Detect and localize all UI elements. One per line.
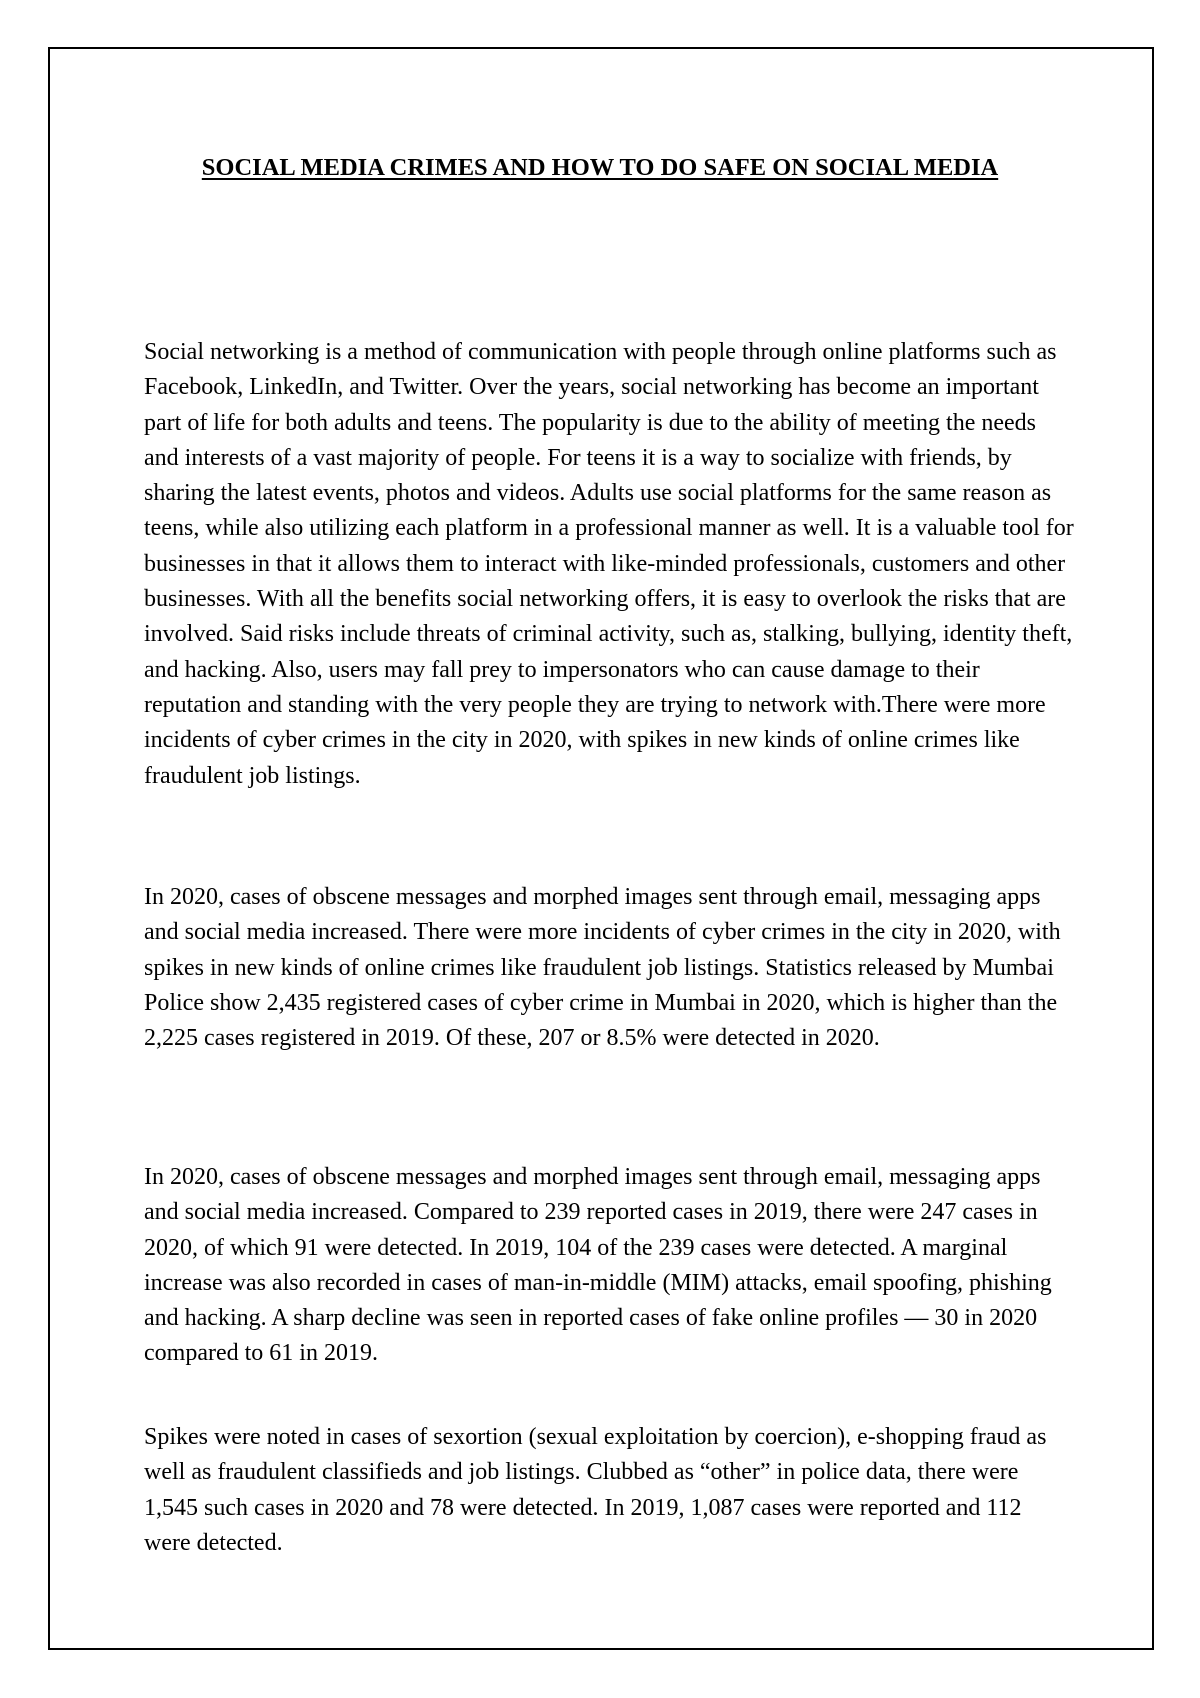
paragraph-sexortion-spikes: Spikes were noted in cases of sexortion (sexual exploitation by coercion), e-shopping fraud as well as fraudulent classifieds and job listings. Clubbed as “other” in police data, there were 1,545 such cases in 2020 and 78 were detected. In 2019, 1,087 cases were reported and 112 were detected. xyxy=(144,1424,1047,1556)
paragraph-social-networking: Social networking is a method of communication with people through online platforms such as Facebook, LinkedIn, and Twitter. Over the years, social networking has become an important part of life for both adults and teens. The popularity is due to the ability of meeting the needs and interests of a vast majority of people. For teens it is a way to socialize with friends, by sharing the latest events, photos and videos. Adults use social platforms for the same reason as teens, while also utilizing each platform in a professional manner as well. It is a valuable tool for businesses in that it allows them to interact with like-minded professionals, customers and other businesses. With all the benefits social networking offers, it is easy to overlook the risks that are involved. Said risks include threats of criminal activity, such as, stalking, bullying, identity theft, and hacking. Also, users may fall prey to impersonators who can cause damage to their reputation and standing with the very people they are trying to network with.There were more incidents of cyber crimes in the city in 2020, with spikes in new kinds of online crimes like fraudulent job listings. xyxy=(144,339,1074,789)
document-title: SOCIAL MEDIA CRIMES AND HOW TO DO SAFE ON SOCIAL MEDIA xyxy=(201,154,999,181)
page-border xyxy=(48,47,1154,1650)
paragraph-mumbai-statistics: In 2020, cases of obscene messages and morphed images sent through email, messaging apps and social media increased. There were more incidents of cyber crimes in the city in 2020, with spikes in new kinds of online crimes like fraudulent job listings. Statistics released by Mumbai Police show 2,435 registered cases of cyber crime in Mumbai in 2020, which is higher than the 2,225 cases registered in 2019. Of these, 207 or 8.5% were detected in 2020. xyxy=(144,884,1061,1052)
paragraph-obscene-messages: In 2020, cases of obscene messages and morphed images sent through email, messaging apps and social media increased. Compared to 239 reported cases in 2019, there were 247 cases in 2020, of which 91 were detected. In 2019, 104 of the 239 cases were detected. A marginal increase was also recorded in cases of man-in-middle (MIM) attacks, email spoofing, phishing and hacking. A sharp decline was seen in reported cases of fake online profiles — 30 in 2020 compared to 61 in 2019. xyxy=(144,1164,1052,1367)
